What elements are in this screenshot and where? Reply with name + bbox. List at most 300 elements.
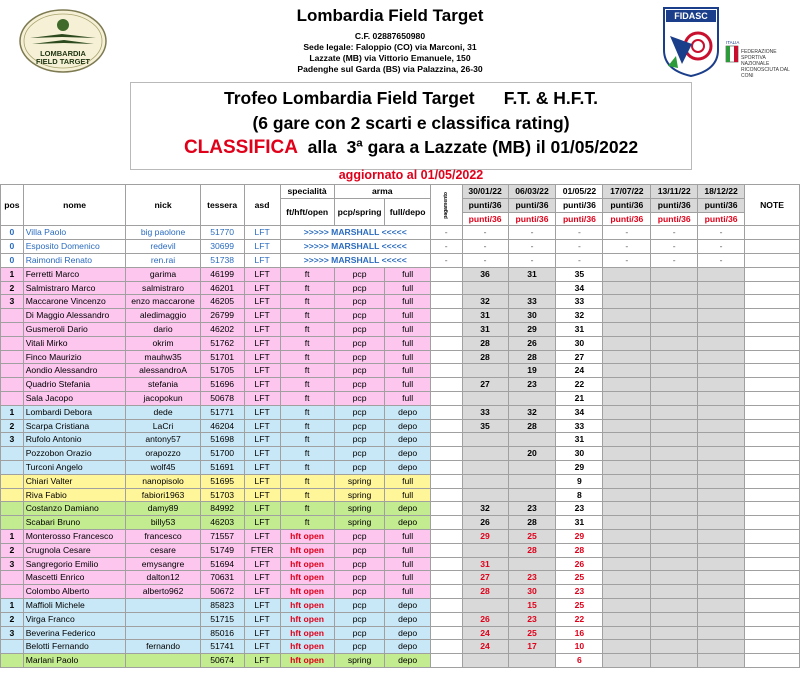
row-score: 23 xyxy=(508,378,556,392)
row-score: 19 xyxy=(508,364,556,378)
row-pagamento xyxy=(430,447,462,461)
row-mode: depo xyxy=(385,516,430,530)
row-score xyxy=(462,654,508,668)
row-mode: full xyxy=(385,488,430,502)
row-score xyxy=(603,460,651,474)
trophy-title: Trofeo Lombardia Field Target F.T. & H.F.T. xyxy=(223,88,599,108)
row-note xyxy=(745,626,800,640)
row-note xyxy=(745,226,800,240)
row-pagamento xyxy=(430,529,462,543)
table-row xyxy=(1,309,800,323)
row-pos: 1 xyxy=(1,529,24,543)
row-nome: Scabari Bruno xyxy=(23,516,126,530)
row-pagamento xyxy=(430,378,462,392)
row-pagamento xyxy=(430,598,462,612)
row-tessera: 46199 xyxy=(200,267,244,281)
row-score: 23 xyxy=(508,612,556,626)
row-specialita: hft open xyxy=(280,626,334,640)
row-asd: LFT xyxy=(244,626,280,640)
row-nick: orapozzo xyxy=(126,447,200,461)
row-tessera: 51698 xyxy=(200,433,244,447)
header-punti-red-5: punti/36 xyxy=(651,212,698,226)
row-specialita: ft xyxy=(280,405,334,419)
header-nick: nick xyxy=(126,185,200,226)
row-tessera: 51691 xyxy=(200,460,244,474)
row-pagamento xyxy=(430,626,462,640)
row-mode: full xyxy=(385,336,430,350)
row-score: - xyxy=(462,253,508,267)
classifica-label: CLASSIFICA xyxy=(183,137,298,158)
row-score: 28 xyxy=(508,419,556,433)
row-score xyxy=(651,281,698,295)
row-pos: 2 xyxy=(1,281,24,295)
row-score xyxy=(651,640,698,654)
row-arma: pcp xyxy=(334,557,385,571)
row-pos xyxy=(1,571,24,585)
fidasc-text: FIDASC xyxy=(674,11,708,21)
row-arma: pcp xyxy=(334,612,385,626)
row-score: - xyxy=(462,240,508,254)
row-mode: full xyxy=(385,322,430,336)
row-score: 21 xyxy=(556,391,603,405)
row-tessera: 84992 xyxy=(200,502,244,516)
row-pagamento xyxy=(430,281,462,295)
row-score xyxy=(651,322,698,336)
row-score xyxy=(651,433,698,447)
lombardia-field-target-logo xyxy=(18,8,108,74)
row-score: 29 xyxy=(556,460,603,474)
row-marshall-label: >>>>> MARSHALL <<<<< xyxy=(280,240,430,254)
row-score: 30 xyxy=(556,447,603,461)
header-punti-red-4: punti/36 xyxy=(603,212,651,226)
row-arma: pcp xyxy=(334,529,385,543)
table-row xyxy=(1,226,800,240)
header-punti-2: punti/36 xyxy=(508,198,556,212)
row-score: 26 xyxy=(556,557,603,571)
row-score: - xyxy=(556,240,603,254)
table-row xyxy=(1,391,800,405)
row-asd: LFT xyxy=(244,433,280,447)
row-note xyxy=(745,654,800,668)
row-note xyxy=(745,378,800,392)
row-asd: LFT xyxy=(244,405,280,419)
row-score xyxy=(462,460,508,474)
row-nick: wolf45 xyxy=(126,460,200,474)
row-score: - xyxy=(651,226,698,240)
row-note xyxy=(745,598,800,612)
row-score xyxy=(698,474,745,488)
row-score: 28 xyxy=(508,350,556,364)
row-specialita: ft xyxy=(280,364,334,378)
row-pos: 1 xyxy=(1,405,24,419)
row-nome: Maccarone Vincenzo xyxy=(23,295,126,309)
row-nome: Beverina Federico xyxy=(23,626,126,640)
row-pos: 0 xyxy=(1,226,24,240)
row-score xyxy=(508,557,556,571)
row-score: 22 xyxy=(556,612,603,626)
row-specialita: hft open xyxy=(280,640,334,654)
row-score: 35 xyxy=(462,419,508,433)
row-asd: LFT xyxy=(244,598,280,612)
row-nick: damy89 xyxy=(126,502,200,516)
pagamento-label: pagamento xyxy=(442,191,449,219)
row-nick xyxy=(126,626,200,640)
row-nick: dario xyxy=(126,322,200,336)
row-note xyxy=(745,640,800,654)
row-pos xyxy=(1,447,24,461)
table-row xyxy=(1,543,800,557)
row-mode: depo xyxy=(385,654,430,668)
row-nome: Sala Jacopo xyxy=(23,391,126,405)
row-score: 23 xyxy=(556,585,603,599)
row-asd: LFT xyxy=(244,488,280,502)
row-score xyxy=(603,502,651,516)
header-nome: nome xyxy=(23,185,126,226)
row-score xyxy=(603,447,651,461)
row-score: 28 xyxy=(462,585,508,599)
header-punti-5: punti/36 xyxy=(651,198,698,212)
row-note xyxy=(745,557,800,571)
row-note xyxy=(745,364,800,378)
row-specialita: hft open xyxy=(280,529,334,543)
row-score xyxy=(462,543,508,557)
row-score: 32 xyxy=(556,309,603,323)
table-row xyxy=(1,598,800,612)
classifica-detail: alla 3ª gara a Lazzate (MB) il 01/05/2022 xyxy=(297,137,639,157)
trophy-subtitle: (6 gare con 2 scarti e classifica rating) xyxy=(252,113,570,133)
row-asd: LFT xyxy=(244,654,280,668)
row-score xyxy=(651,626,698,640)
row-mode: full xyxy=(385,571,430,585)
row-mode: full xyxy=(385,585,430,599)
row-nome: Colombo Alberto xyxy=(23,585,126,599)
table-row xyxy=(1,654,800,668)
row-nick: nanopisolo xyxy=(126,474,200,488)
row-score xyxy=(462,474,508,488)
row-score: 24 xyxy=(462,626,508,640)
row-tessera: 46201 xyxy=(200,281,244,295)
row-specialita: ft xyxy=(280,502,334,516)
row-score: 16 xyxy=(556,626,603,640)
row-specialita: ft xyxy=(280,378,334,392)
row-score xyxy=(651,336,698,350)
row-note xyxy=(745,447,800,461)
row-pos: 3 xyxy=(1,295,24,309)
row-score xyxy=(603,571,651,585)
header-punti-3: punti/36 xyxy=(556,198,603,212)
row-marshall-label: >>>>> MARSHALL <<<<< xyxy=(280,253,430,267)
row-arma: spring xyxy=(334,654,385,668)
row-pos: 2 xyxy=(1,543,24,557)
row-asd: LFT xyxy=(244,460,280,474)
row-score xyxy=(603,612,651,626)
row-pagamento xyxy=(430,364,462,378)
row-score: 34 xyxy=(556,405,603,419)
row-score xyxy=(462,488,508,502)
row-arma: spring xyxy=(334,474,385,488)
row-nome: Di Maggio Alessandro xyxy=(23,309,126,323)
row-score: 23 xyxy=(508,502,556,516)
row-tessera: 51770 xyxy=(200,226,244,240)
row-note xyxy=(745,488,800,502)
row-tessera: 30699 xyxy=(200,240,244,254)
row-note xyxy=(745,516,800,530)
row-score xyxy=(651,391,698,405)
row-score xyxy=(651,309,698,323)
row-tessera: 51771 xyxy=(200,405,244,419)
row-asd: LFT xyxy=(244,336,280,350)
row-nome: Mascetti Enrico xyxy=(23,571,126,585)
row-score: 8 xyxy=(556,488,603,502)
row-asd: LFT xyxy=(244,226,280,240)
row-note xyxy=(745,322,800,336)
header-arma-sub2: full/depo xyxy=(385,198,430,226)
row-score xyxy=(698,295,745,309)
row-score xyxy=(603,350,651,364)
row-nick: dede xyxy=(126,405,200,419)
row-score xyxy=(508,654,556,668)
row-score xyxy=(603,529,651,543)
row-nick: francesco xyxy=(126,529,200,543)
header-punti-red-3: punti/36 xyxy=(556,212,603,226)
row-score: 9 xyxy=(556,474,603,488)
row-score xyxy=(603,640,651,654)
row-score: 25 xyxy=(556,598,603,612)
row-score xyxy=(698,557,745,571)
table-row xyxy=(1,447,800,461)
row-specialita: hft open xyxy=(280,598,334,612)
row-score: 15 xyxy=(508,598,556,612)
row-specialita: ft xyxy=(280,433,334,447)
row-pagamento: - xyxy=(430,226,462,240)
row-score: - xyxy=(698,226,745,240)
row-score xyxy=(698,433,745,447)
header-arma: arma xyxy=(334,185,430,199)
italia-text: FEDERAZIONE SPORTIVA NAZIONALE RICONOSCIUTA DAL CONI xyxy=(741,49,790,79)
row-score xyxy=(698,626,745,640)
row-specialita: hft open xyxy=(280,571,334,585)
row-score xyxy=(603,626,651,640)
row-score: 29 xyxy=(556,529,603,543)
row-tessera: 46204 xyxy=(200,419,244,433)
row-arma: pcp xyxy=(334,322,385,336)
table-row xyxy=(1,378,800,392)
row-score xyxy=(698,419,745,433)
row-arma: pcp xyxy=(334,309,385,323)
row-score: 30 xyxy=(508,585,556,599)
row-mode: full xyxy=(385,364,430,378)
row-tessera: 51701 xyxy=(200,350,244,364)
org-address-1: Sede legale: Faloppio (CO) via Marconi, 31 xyxy=(303,42,477,52)
row-score: 31 xyxy=(556,433,603,447)
row-asd: LFT xyxy=(244,281,280,295)
row-nome: Scarpa Cristiana xyxy=(23,419,126,433)
row-arma: pcp xyxy=(334,267,385,281)
row-asd: LFT xyxy=(244,378,280,392)
row-pagamento: - xyxy=(430,240,462,254)
header-note: NOTE xyxy=(745,185,800,226)
title-box xyxy=(130,82,692,170)
row-tessera: 51695 xyxy=(200,474,244,488)
row-specialita: hft open xyxy=(280,585,334,599)
row-pos xyxy=(1,474,24,488)
row-nome: Raimondi Renato xyxy=(23,253,126,267)
row-pos: 2 xyxy=(1,612,24,626)
row-specialita: ft xyxy=(280,350,334,364)
row-arma: pcp xyxy=(334,336,385,350)
row-nome: Vitali Mirko xyxy=(23,336,126,350)
row-score xyxy=(651,654,698,668)
row-nick: antony57 xyxy=(126,433,200,447)
row-score xyxy=(603,267,651,281)
row-score xyxy=(698,447,745,461)
row-nome: Rufolo Antonio xyxy=(23,433,126,447)
row-nome: Maffioli Michele xyxy=(23,598,126,612)
row-pagamento xyxy=(430,295,462,309)
row-score xyxy=(698,267,745,281)
row-score: 17 xyxy=(508,640,556,654)
row-score xyxy=(698,654,745,668)
row-specialita: hft open xyxy=(280,654,334,668)
row-score xyxy=(698,640,745,654)
row-score xyxy=(462,364,508,378)
row-note xyxy=(745,612,800,626)
row-nick: big paolone xyxy=(126,226,200,240)
row-score xyxy=(651,488,698,502)
row-mode: full xyxy=(385,281,430,295)
row-nick: alberto962 xyxy=(126,585,200,599)
header-date-3: 01/05/22 xyxy=(556,185,603,199)
header-date-4: 17/07/22 xyxy=(603,185,651,199)
row-pagamento xyxy=(430,350,462,364)
row-nick: enzo maccarone xyxy=(126,295,200,309)
row-nick: okrim xyxy=(126,336,200,350)
row-note xyxy=(745,419,800,433)
fidasc-logo xyxy=(662,6,720,78)
row-note xyxy=(745,267,800,281)
row-score xyxy=(651,378,698,392)
row-score: - xyxy=(508,253,556,267)
row-asd: LFT xyxy=(244,350,280,364)
row-specialita: ft xyxy=(280,391,334,405)
row-score: 29 xyxy=(508,322,556,336)
row-pagamento xyxy=(430,391,462,405)
row-arma: pcp xyxy=(334,598,385,612)
row-arma: pcp xyxy=(334,295,385,309)
row-score: 30 xyxy=(508,309,556,323)
row-pos xyxy=(1,322,24,336)
row-note xyxy=(745,350,800,364)
row-pos: 0 xyxy=(1,240,24,254)
row-specialita: hft open xyxy=(280,557,334,571)
row-tessera: 51749 xyxy=(200,543,244,557)
row-pos xyxy=(1,309,24,323)
row-pagamento xyxy=(430,419,462,433)
row-asd: LFT xyxy=(244,474,280,488)
row-score xyxy=(698,529,745,543)
row-pagamento xyxy=(430,571,462,585)
row-score: 28 xyxy=(556,543,603,557)
row-asd: LFT xyxy=(244,364,280,378)
logo-text-2: FIELD TARGET xyxy=(35,57,91,66)
row-score: 30 xyxy=(556,336,603,350)
row-nome: Turconi Angelo xyxy=(23,460,126,474)
row-arma: pcp xyxy=(334,460,385,474)
row-arma: pcp xyxy=(334,378,385,392)
row-score: 10 xyxy=(556,640,603,654)
row-asd: LFT xyxy=(244,529,280,543)
table-row xyxy=(1,240,800,254)
row-nick xyxy=(126,598,200,612)
row-nome: Chiari Valter xyxy=(23,474,126,488)
row-score: 27 xyxy=(556,350,603,364)
row-arma: pcp xyxy=(334,281,385,295)
row-nick: emysangre xyxy=(126,557,200,571)
row-score: 33 xyxy=(556,419,603,433)
row-tessera: 46202 xyxy=(200,322,244,336)
row-mode: depo xyxy=(385,419,430,433)
header-arma-sub1: pcp/spring xyxy=(334,198,385,226)
row-score: 26 xyxy=(462,612,508,626)
row-pagamento xyxy=(430,640,462,654)
row-asd: LFT xyxy=(244,240,280,254)
row-score: 24 xyxy=(462,640,508,654)
row-score xyxy=(651,529,698,543)
row-score xyxy=(603,488,651,502)
row-tessera: 51705 xyxy=(200,364,244,378)
row-pagamento xyxy=(430,433,462,447)
row-score xyxy=(603,405,651,419)
row-score xyxy=(651,516,698,530)
row-pos: 1 xyxy=(1,267,24,281)
row-note xyxy=(745,240,800,254)
row-asd: LFT xyxy=(244,502,280,516)
row-pos: 0 xyxy=(1,253,24,267)
row-nome: Monterosso Francesco xyxy=(23,529,126,543)
row-score xyxy=(698,378,745,392)
row-asd: LFT xyxy=(244,309,280,323)
row-arma: spring xyxy=(334,488,385,502)
row-nick: aledimaggio xyxy=(126,309,200,323)
row-score xyxy=(508,391,556,405)
row-pos xyxy=(1,516,24,530)
row-score: - xyxy=(508,226,556,240)
row-specialita: ft xyxy=(280,267,334,281)
row-score xyxy=(508,433,556,447)
row-pagamento xyxy=(430,460,462,474)
row-pos xyxy=(1,364,24,378)
row-note xyxy=(745,529,800,543)
row-specialita: hft open xyxy=(280,612,334,626)
table-row xyxy=(1,336,800,350)
row-tessera: 51741 xyxy=(200,640,244,654)
row-asd: LFT xyxy=(244,571,280,585)
row-nome: Finco Maurizio xyxy=(23,350,126,364)
row-score: 31 xyxy=(462,557,508,571)
header-asd: asd xyxy=(244,185,280,226)
row-score xyxy=(508,474,556,488)
row-score: 20 xyxy=(508,447,556,461)
row-pagamento xyxy=(430,474,462,488)
header-date-1: 30/01/22 xyxy=(462,185,508,199)
row-mode: depo xyxy=(385,612,430,626)
classifica-line xyxy=(131,137,691,159)
row-tessera: 51696 xyxy=(200,378,244,392)
row-tessera: 51703 xyxy=(200,488,244,502)
row-mode: depo xyxy=(385,460,430,474)
row-score xyxy=(698,585,745,599)
row-score xyxy=(603,378,651,392)
